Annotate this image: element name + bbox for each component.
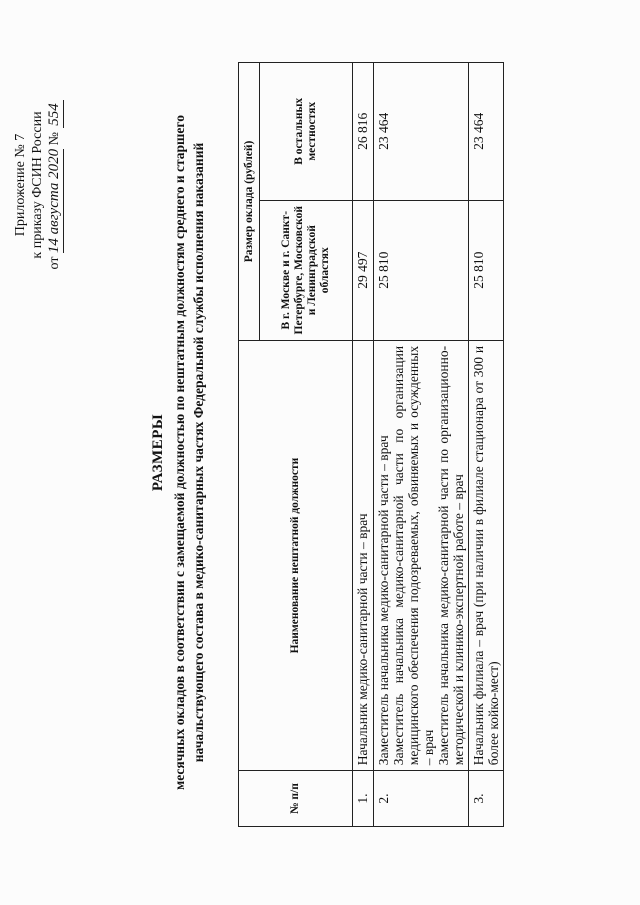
position-line: Заместитель начальника медико-санитарной части по организации медицинского обеспечения подозреваемых, обвиняемых и осужденных – врач bbox=[391, 345, 436, 766]
salary-table bbox=[238, 62, 504, 827]
salary-other: 23 464 bbox=[469, 63, 504, 201]
row-number: 3. bbox=[469, 771, 504, 827]
document-title: РАЗМЕРЫ bbox=[150, 413, 166, 492]
salary-moscow: 25 810 bbox=[374, 200, 469, 340]
salary-other: 23 464 bbox=[374, 63, 469, 201]
salary-other: 26 816 bbox=[353, 63, 374, 201]
position-line: Заместитель начальника медико-санитарной части – врач bbox=[376, 435, 391, 766]
header-salary-group: Размер оклада (рублей) bbox=[239, 63, 260, 341]
table-header-row bbox=[239, 63, 260, 827]
table-row bbox=[469, 63, 504, 827]
handwritten-date: 14 августа 2020 bbox=[46, 148, 62, 254]
row-number: 2. bbox=[374, 771, 469, 827]
row-position bbox=[353, 340, 374, 770]
number-label: № bbox=[47, 132, 62, 146]
document-subtitle-line-1: месячных окладов в соответствии с замещаемой должностью по нештатным должностям среднего и старшего bbox=[172, 115, 187, 790]
row-number: 1. bbox=[353, 771, 374, 827]
appendix-number: Приложение № 7 bbox=[13, 133, 28, 237]
row-position bbox=[469, 340, 504, 770]
appendix-date-line bbox=[46, 35, 64, 335]
position-line: Начальник филиала – врач (при наличии в филиале стационара от 300 и более койко-мест) bbox=[471, 345, 501, 766]
header-other-regions: В остальных местностях bbox=[260, 63, 353, 201]
handwritten-number: 554 bbox=[46, 101, 64, 129]
document-subtitle-line-2: начальствующего состава в медико-санитарных частях Федеральной службы исполнения наказаний bbox=[191, 142, 206, 763]
header-position-name: Наименование нештатной должности bbox=[239, 340, 353, 770]
salary-moscow: 25 810 bbox=[469, 200, 504, 340]
appendix-order: к приказу ФСИН России bbox=[30, 111, 45, 259]
appendix-block bbox=[12, 35, 64, 335]
position-line: Заместитель начальника медико-санитарной части по организационно-методической и клинико-экспертной работе – врач bbox=[436, 345, 466, 766]
position-line: Начальник медико-санитарной части – врач bbox=[355, 513, 370, 766]
table-row bbox=[353, 63, 374, 827]
salary-moscow: 29 497 bbox=[353, 200, 374, 340]
header-number: № п/п bbox=[239, 771, 353, 827]
row-position bbox=[374, 340, 469, 770]
header-moscow: В г. Москве и г. Санкт-Петербурге, Московской и Ленинградской областях bbox=[260, 200, 353, 340]
from-prefix: от bbox=[47, 256, 62, 270]
table-row bbox=[374, 63, 469, 827]
